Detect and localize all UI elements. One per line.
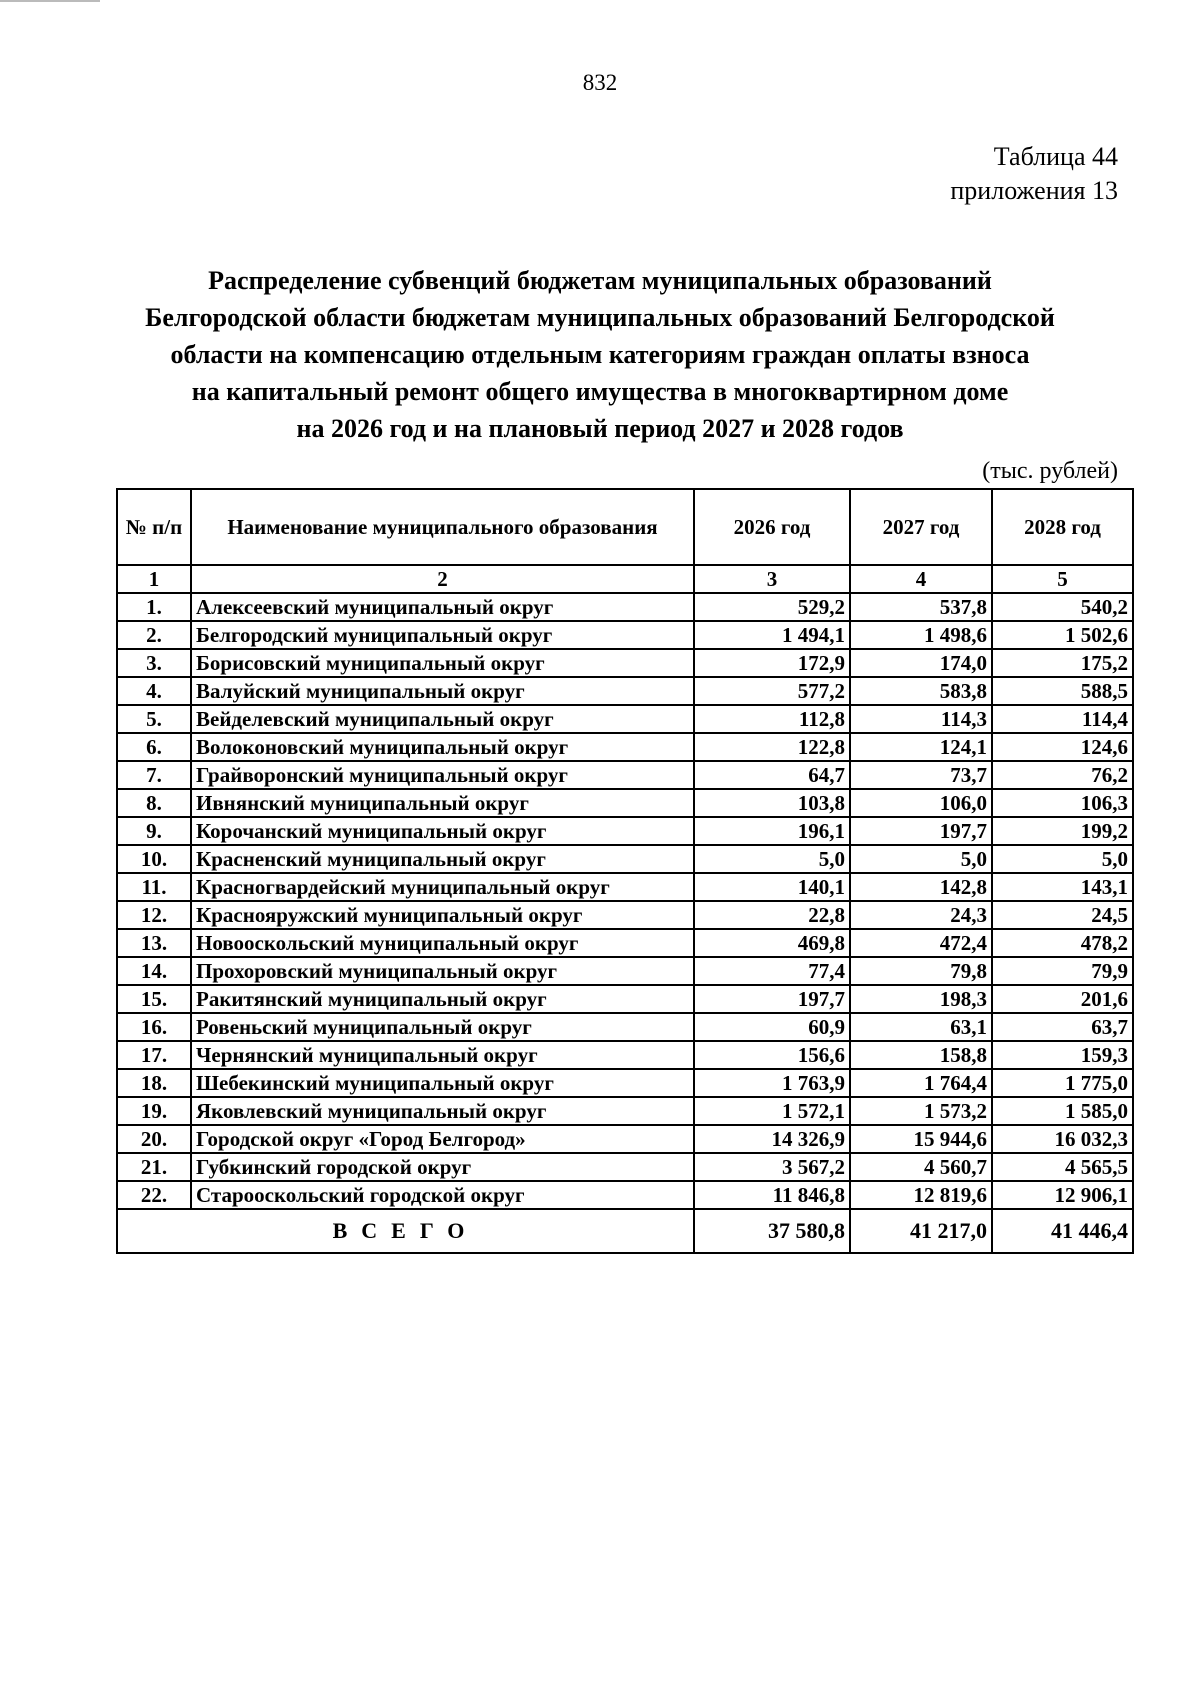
row-value-2027: 114,3 <box>850 705 992 733</box>
title-line: Белгородской области бюджетам муниципальных образований Белгородской <box>145 303 1055 332</box>
row-value-2028: 159,3 <box>992 1041 1133 1069</box>
row-value-2026: 64,7 <box>694 761 850 789</box>
row-number: 13. <box>117 929 191 957</box>
row-value-2027: 124,1 <box>850 733 992 761</box>
row-value-2027: 198,3 <box>850 985 992 1013</box>
table-row <box>117 873 1133 901</box>
table-row <box>117 1181 1133 1209</box>
title-line: на капитальный ремонт общего имущества в многоквартирном доме <box>191 377 1009 406</box>
table-row <box>117 677 1133 705</box>
row-value-2028: 124,6 <box>992 733 1133 761</box>
row-value-2027: 15 944,6 <box>850 1125 992 1153</box>
row-value-2026: 112,8 <box>694 705 850 733</box>
header-num: № п/п <box>117 489 191 565</box>
header-name: Наименование муниципального образования <box>191 489 694 565</box>
row-number: 21. <box>117 1153 191 1181</box>
table-body <box>117 565 1133 1209</box>
table-reference <box>950 140 1118 208</box>
row-value-2026: 156,6 <box>694 1041 850 1069</box>
row-number: 11. <box>117 873 191 901</box>
table-row <box>117 845 1133 873</box>
row-value-2026: 1 494,1 <box>694 621 850 649</box>
subvention-table <box>116 488 1134 1254</box>
row-number: 20. <box>117 1125 191 1153</box>
column-index: 4 <box>850 565 992 593</box>
table-row <box>117 1069 1133 1097</box>
row-value-2028: 1 502,6 <box>992 621 1133 649</box>
title-line: Распределение субвенций бюджетам муниципальных образований <box>208 266 992 295</box>
row-value-2027: 537,8 <box>850 593 992 621</box>
row-number: 6. <box>117 733 191 761</box>
table-row <box>117 1013 1133 1041</box>
row-value-2027: 472,4 <box>850 929 992 957</box>
row-value-2027: 24,3 <box>850 901 992 929</box>
row-value-2028: 540,2 <box>992 593 1133 621</box>
column-index: 1 <box>117 565 191 593</box>
table-row <box>117 593 1133 621</box>
row-name: Волоконовский муниципальный округ <box>191 733 694 761</box>
row-name: Борисовский муниципальный округ <box>191 649 694 677</box>
row-name: Красногвардейский муниципальный округ <box>191 873 694 901</box>
row-value-2028: 1 585,0 <box>992 1097 1133 1125</box>
row-value-2027: 197,7 <box>850 817 992 845</box>
row-value-2027: 63,1 <box>850 1013 992 1041</box>
row-number: 17. <box>117 1041 191 1069</box>
row-name: Красненский муниципальный округ <box>191 845 694 873</box>
row-name: Белгородский муниципальный округ <box>191 621 694 649</box>
row-number: 7. <box>117 761 191 789</box>
header-2027: 2027 год <box>850 489 992 565</box>
table-row <box>117 761 1133 789</box>
header-2028: 2028 год <box>992 489 1133 565</box>
column-index-row <box>117 565 1133 593</box>
row-name: Ракитянский муниципальный округ <box>191 985 694 1013</box>
row-value-2027: 12 819,6 <box>850 1181 992 1209</box>
header-2026: 2026 год <box>694 489 850 565</box>
row-value-2026: 1 763,9 <box>694 1069 850 1097</box>
column-index: 3 <box>694 565 850 593</box>
row-number: 4. <box>117 677 191 705</box>
row-value-2026: 197,7 <box>694 985 850 1013</box>
row-number: 8. <box>117 789 191 817</box>
total-label: ВСЕГО <box>117 1209 694 1253</box>
row-value-2028: 16 032,3 <box>992 1125 1133 1153</box>
total-2027: 41 217,0 <box>850 1209 992 1253</box>
row-value-2027: 106,0 <box>850 789 992 817</box>
table-row <box>117 1125 1133 1153</box>
row-number: 5. <box>117 705 191 733</box>
row-name: Старооскольский городской округ <box>191 1181 694 1209</box>
table-row <box>117 957 1133 985</box>
row-value-2026: 3 567,2 <box>694 1153 850 1181</box>
table-reference-line2: приложения 13 <box>950 176 1118 205</box>
row-value-2026: 1 572,1 <box>694 1097 850 1125</box>
row-value-2028: 175,2 <box>992 649 1133 677</box>
row-value-2027: 583,8 <box>850 677 992 705</box>
row-number: 15. <box>117 985 191 1013</box>
page-number: 832 <box>582 70 618 95</box>
row-name: Вейделевский муниципальный округ <box>191 705 694 733</box>
row-number: 3. <box>117 649 191 677</box>
row-value-2026: 5,0 <box>694 845 850 873</box>
row-number: 1. <box>117 593 191 621</box>
title-line: на 2026 год и на плановый период 2027 и 2028 годов <box>296 414 904 443</box>
table-row <box>117 621 1133 649</box>
row-name: Новооскольский муниципальный округ <box>191 929 694 957</box>
row-value-2026: 577,2 <box>694 677 850 705</box>
row-value-2028: 114,4 <box>992 705 1133 733</box>
units-label: (тыс. рублей) <box>982 458 1118 484</box>
row-value-2028: 143,1 <box>992 873 1133 901</box>
row-number: 14. <box>117 957 191 985</box>
row-name: Грайворонский муниципальный округ <box>191 761 694 789</box>
row-value-2027: 73,7 <box>850 761 992 789</box>
table-row <box>117 901 1133 929</box>
table-reference-line1: Таблица 44 <box>993 142 1118 171</box>
row-name: Шебекинский муниципальный округ <box>191 1069 694 1097</box>
row-value-2028: 24,5 <box>992 901 1133 929</box>
row-number: 9. <box>117 817 191 845</box>
row-value-2028: 106,3 <box>992 789 1133 817</box>
row-value-2026: 103,8 <box>694 789 850 817</box>
column-index: 2 <box>191 565 694 593</box>
row-name: Городской округ «Город Белгород» <box>191 1125 694 1153</box>
row-value-2027: 79,8 <box>850 957 992 985</box>
total-2026: 37 580,8 <box>694 1209 850 1253</box>
row-value-2026: 22,8 <box>694 901 850 929</box>
row-number: 16. <box>117 1013 191 1041</box>
row-value-2028: 478,2 <box>992 929 1133 957</box>
row-name: Алексеевский муниципальный округ <box>191 593 694 621</box>
row-name: Ивнянский муниципальный округ <box>191 789 694 817</box>
row-value-2027: 142,8 <box>850 873 992 901</box>
table-row <box>117 929 1133 957</box>
row-value-2026: 11 846,8 <box>694 1181 850 1209</box>
table-row <box>117 1041 1133 1069</box>
row-value-2027: 174,0 <box>850 649 992 677</box>
title-line: области на компенсацию отдельным категориям граждан оплаты взноса <box>170 340 1030 369</box>
table-row <box>117 1097 1133 1125</box>
row-value-2026: 60,9 <box>694 1013 850 1041</box>
row-value-2026: 122,8 <box>694 733 850 761</box>
row-name: Ровеньский муниципальный округ <box>191 1013 694 1041</box>
row-number: 18. <box>117 1069 191 1097</box>
row-name: Чернянский муниципальный округ <box>191 1041 694 1069</box>
row-value-2026: 172,9 <box>694 649 850 677</box>
row-number: 22. <box>117 1181 191 1209</box>
row-number: 19. <box>117 1097 191 1125</box>
row-value-2026: 196,1 <box>694 817 850 845</box>
column-index: 5 <box>992 565 1133 593</box>
table-row <box>117 705 1133 733</box>
row-value-2027: 5,0 <box>850 845 992 873</box>
row-value-2026: 14 326,9 <box>694 1125 850 1153</box>
row-value-2026: 469,8 <box>694 929 850 957</box>
row-value-2028: 79,9 <box>992 957 1133 985</box>
row-name: Яковлевский муниципальный округ <box>191 1097 694 1125</box>
row-value-2028: 4 565,5 <box>992 1153 1133 1181</box>
row-number: 2. <box>117 621 191 649</box>
header-row <box>117 489 1133 565</box>
row-value-2026: 140,1 <box>694 873 850 901</box>
row-value-2026: 77,4 <box>694 957 850 985</box>
row-name: Корочанский муниципальный округ <box>191 817 694 845</box>
row-value-2028: 199,2 <box>992 817 1133 845</box>
row-name: Губкинский городской округ <box>191 1153 694 1181</box>
document-title <box>100 262 1100 447</box>
row-name: Краснояружский муниципальный округ <box>191 901 694 929</box>
table-row <box>117 817 1133 845</box>
row-value-2027: 1 573,2 <box>850 1097 992 1125</box>
row-name: Валуйский муниципальный округ <box>191 677 694 705</box>
row-value-2028: 12 906,1 <box>992 1181 1133 1209</box>
row-value-2028: 5,0 <box>992 845 1133 873</box>
table-row <box>117 985 1133 1013</box>
row-value-2027: 1 764,4 <box>850 1069 992 1097</box>
row-value-2028: 63,7 <box>992 1013 1133 1041</box>
row-number: 10. <box>117 845 191 873</box>
row-value-2027: 4 560,7 <box>850 1153 992 1181</box>
row-value-2028: 201,6 <box>992 985 1133 1013</box>
table-row <box>117 649 1133 677</box>
total-2028: 41 446,4 <box>992 1209 1133 1253</box>
row-value-2028: 1 775,0 <box>992 1069 1133 1097</box>
scan-edge-line <box>0 0 100 2</box>
row-value-2028: 76,2 <box>992 761 1133 789</box>
total-row <box>117 1209 1133 1253</box>
row-name: Прохоровский муниципальный округ <box>191 957 694 985</box>
row-value-2026: 529,2 <box>694 593 850 621</box>
table-row <box>117 789 1133 817</box>
row-value-2027: 1 498,6 <box>850 621 992 649</box>
table-row <box>117 733 1133 761</box>
row-value-2028: 588,5 <box>992 677 1133 705</box>
table-row <box>117 1153 1133 1181</box>
row-number: 12. <box>117 901 191 929</box>
row-value-2027: 158,8 <box>850 1041 992 1069</box>
